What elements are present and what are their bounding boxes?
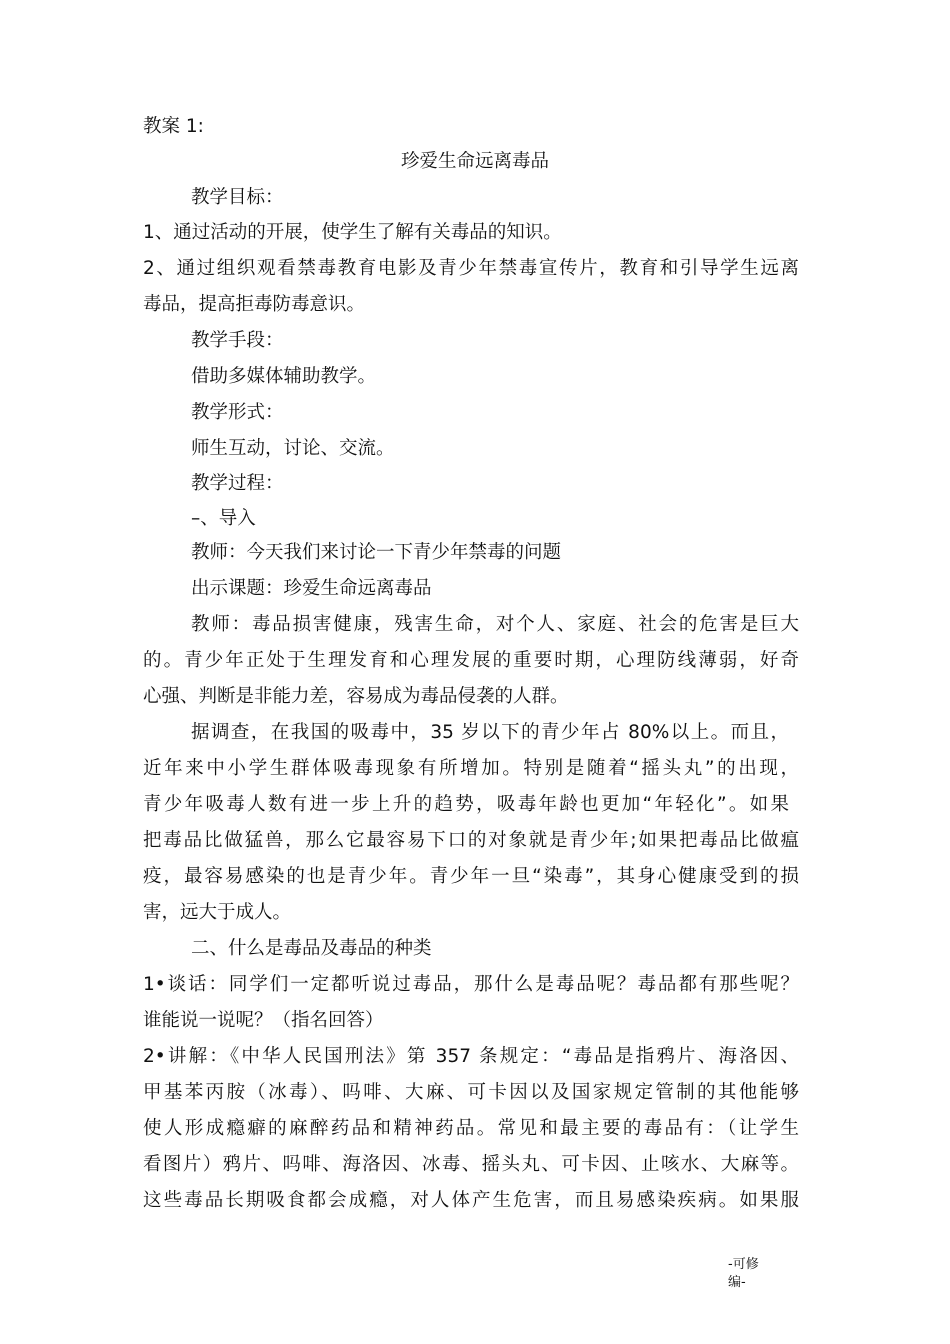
text-line: –、导入: [191, 508, 256, 529]
text-line: 教学目标：: [191, 187, 284, 208]
text-line: 使人形成瘾癖的麻醉药品和精神药品。常见和最主要的毒品有：（让学生: [143, 1118, 799, 1139]
text-line: 据调查，在我国的吸毒中，35 岁以下的青少年占 80%以上。而且，: [191, 722, 789, 743]
header-label: 教案 1:: [143, 116, 204, 137]
text-line: 青少年吸毒人数有进一步上升的趋势，吸毒年龄也更加“年轻化”。如果: [143, 794, 789, 815]
text-line: 心强、判断是非能力差，容易成为毒品侵袭的人群。: [143, 686, 569, 707]
text-line: 教学过程：: [191, 473, 284, 494]
text-line: 这些毒品长期吸食都会成瘾，对人体产生危害，而且易感染疾病。如果服: [143, 1190, 799, 1211]
text-line: 教师：毒品损害健康，残害生命，对个人、家庭、社会的危害是巨大: [191, 614, 799, 635]
text-line: 甲基苯丙胺（冰毒）、吗啡、大麻、可卡因以及国家规定管制的其他能够: [143, 1082, 799, 1103]
text-line: 出示课题：珍爱生命远离毒品: [191, 578, 432, 599]
text-line: 近年来中小学生群体吸毒现象有所增加。特别是随着“摇头丸”的出现，: [143, 758, 799, 779]
text-line: 2•讲解：《中华人民国刑法》第 357 条规定：“毒品是指鸦片、海洛因、: [143, 1046, 799, 1067]
page-title: 珍爱生命远离毒品: [400, 151, 549, 172]
text-line: 借助多媒体辅助教学。: [191, 366, 377, 387]
text-line: 把毒品比做猛兽，那么它最容易下口的对象就是青少年;如果把毒品比做瘟: [143, 830, 799, 851]
text-line: 的。青少年正处于生理发育和心理发展的重要时期，心理防线薄弱，好奇: [143, 650, 799, 671]
text-line: 教学手段：: [191, 330, 284, 351]
text-line: 2、通过组织观看禁毒教育电影及青少年禁毒宣传片，教育和引导学生远离: [143, 258, 799, 279]
text-line: 1•谈话：同学们一定都听说过毒品，那什么是毒品呢？毒品都有那些呢？: [143, 974, 799, 995]
text-line: 疫，最容易感染的也是青少年。青少年一旦“染毒”，其身心健康受到的损: [143, 866, 799, 887]
text-line: 教学形式：: [191, 402, 284, 423]
text-line: 谁能说一说呢？（指名回答）: [143, 1010, 384, 1031]
text-line: 师生互动，讨论、交流。: [191, 438, 395, 459]
footer-note: -可修: [728, 1257, 759, 1272]
text-line: 1、通过活动的开展，使学生了解有关毒品的知识。: [143, 222, 562, 243]
text-line: 害，远大于成人。: [143, 902, 292, 923]
text-line: 看图片）鸦片、吗啡、海洛因、冰毒、摇头丸、可卡因、止咳水、大麻等。: [143, 1154, 799, 1175]
footer-note: 编-: [728, 1275, 746, 1290]
text-line: 教师：今天我们来讨论一下青少年禁毒的问题: [191, 542, 562, 563]
text-line: 毒品，提高拒毒防毒意识。: [143, 294, 366, 315]
text-line: 二、什么是毒品及毒品的种类: [191, 938, 432, 959]
